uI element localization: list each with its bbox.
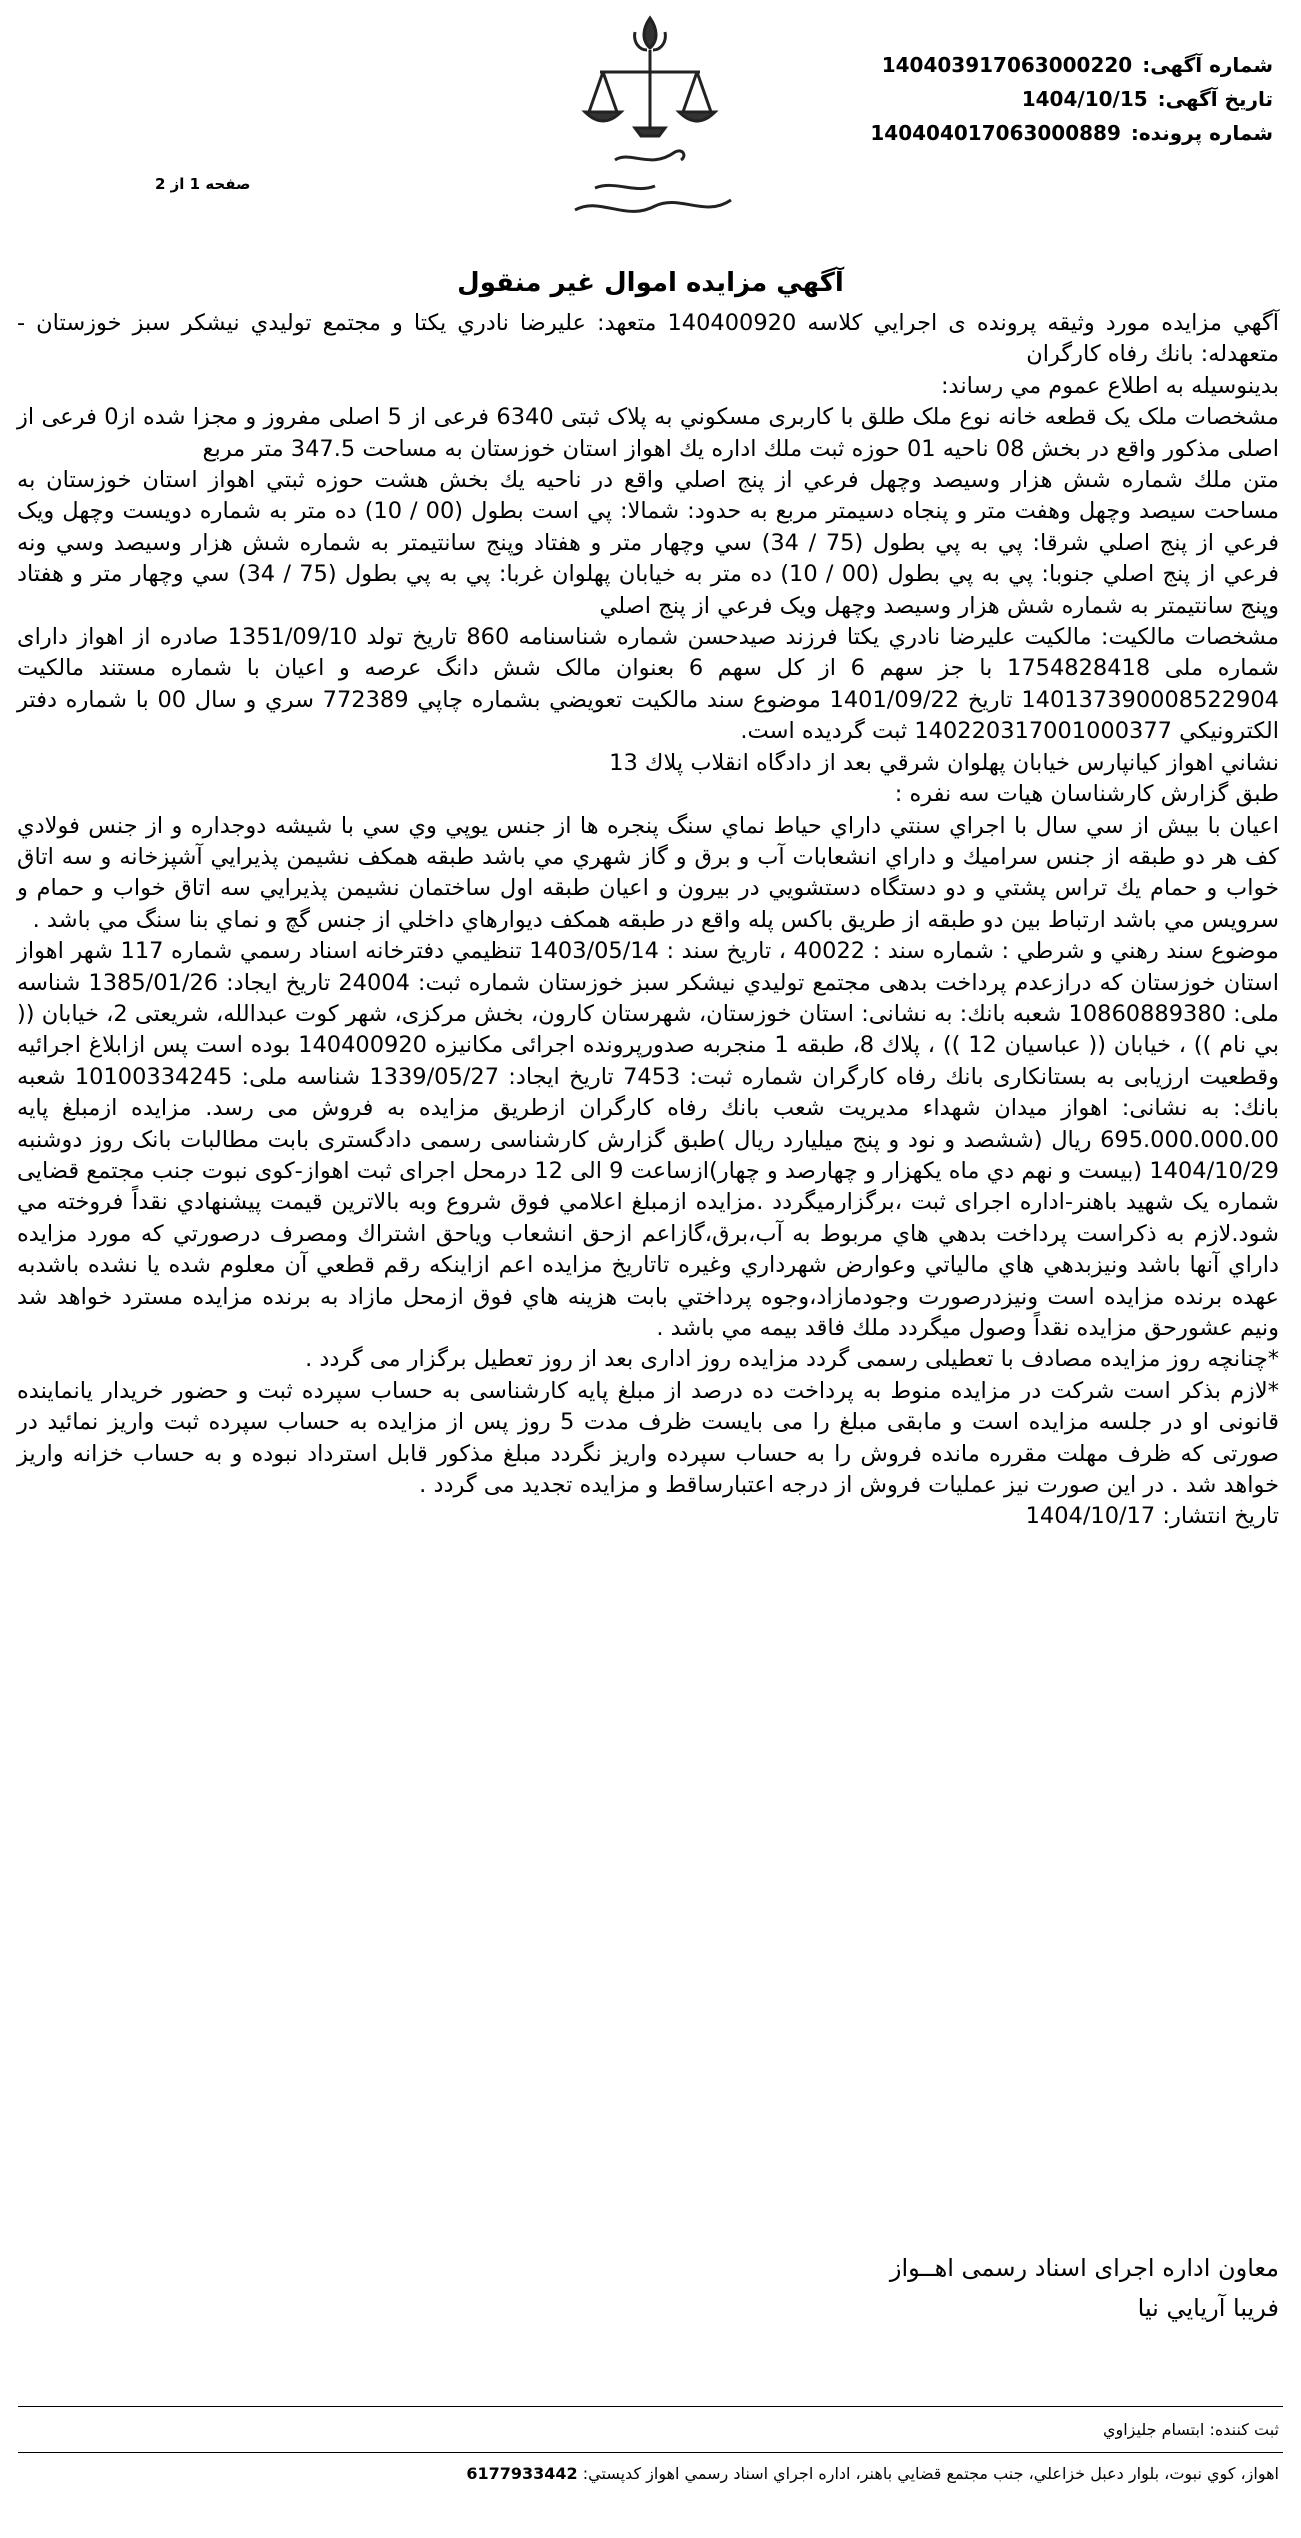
notice-date-row	[713, 82, 1273, 116]
expert-report-heading: طبق گزارش كارشناسان هيات سه نفره :	[894, 781, 1279, 808]
publication-date: تاريخ انتشار: 1404/10/17	[1025, 1503, 1279, 1530]
signatory-title: معاون اداره اجرای اسناد رسمی اهــواز	[889, 2254, 1279, 2282]
notice-body	[17, 308, 1279, 1533]
notice-meta	[713, 48, 1273, 150]
notice-date-label: تاریخ آگهی:	[1157, 87, 1273, 111]
building-description-paragraph: اعيان با بيش از سي سال با اجراي سنتي داراي حياط نماي سنگ پنجره ها از جنس يوپي وي سي با شيشه دوجداره و از جنس فولادي كف هر دو طبقه از جنس سراميك و داراي انشعابات آب و برق و گاز شهري مي باشد طبقه همكف نشيمن پذيرايي آشپزخانه و سه اتاق خواب و حمام يك تراس پشتي و دو دستگاه دستشويي در بيرون و اعيان طبقه اول ساختمان نشيمن پذيرايي سه اتاق خواب و حمام و سرويس مي باشد ارتباط بين دو طبقه از طريق باكس پله واقع در طبقه همكف ديوارهاي داخلي از جنس گچ و نماي بنا سنگ مي باشد .	[17, 812, 1279, 933]
registrar-line	[1103, 2420, 1279, 2439]
notice-date: 1404/10/15	[1021, 87, 1148, 111]
notice-number-row	[713, 48, 1273, 82]
holiday-note: *چنانچه روز مزایده مصادف با تعطیلی رسمی گردد مزایده روز اداری بعد از روز تعطیل برگزار می گردد .	[305, 1346, 1279, 1373]
address-line: نشاني اهواز كيانپارس خيابان پهلوان شرقي بعد از دادگاه انقلاب پلاك 13	[609, 749, 1279, 776]
file-number-label: شماره پرونده:	[1130, 121, 1273, 145]
postal-code: 6177933442	[466, 2464, 578, 2483]
ownership-paragraph: مشخصات مالکیت: مالكيت عليرضا نادري يكتا فرزند صيدحسن شماره شناسنامه 860 تاريخ تولد 1351/09/10 صادره از اهواز دارای شماره ملی 1754828418 با جز سهم 6 از کل سهم 6 بعنوان مالک شش دانگ عرصه و اعيان با شماره مستند مالکيت 140137390008522904 تاريخ 1401/09/22 موضوع سند مالكيت تعويضي بشماره چاپي 772389 سري و سال 00 با شماره دفتر الكترونيكي 140220317001000377 ثبت گرديده است.	[17, 624, 1280, 745]
signature-block	[890, 2248, 1279, 2328]
deposit-note: *لازم بذکر است شرکت در مزایده منوط به پرداخت ده درصد از مبلغ پایه کارشناسی به حساب سپرده ثبت و حضور خریدار یانماینده قانونی او در جلسه مزایده است و مابقی مبلغ را می بایست ظرف مدت 5 روز پس از مزایده به حساب سپرده ثبت واریز نمائید در صورتی که ظرف مهلت مقرره مانده فروش را به حساب سپرده واریز نگردد مبلغ مذکور قابل استرداد نبوده و به حساب خزانه واریز خواهد شد . در این صورت نیز عملیات فروش از درجه اعتبارساقط و مزایده تجدید می گردد .	[17, 1377, 1280, 1499]
footer-divider-bottom	[18, 2452, 1283, 2453]
property-boundaries-paragraph: متن ملك شماره شش هزار وسيصد وچهل فرعي از پنج اصلي واقع در ناحيه يك بخش هشت حوزه ثبتي اهواز استان خوزستان به مساحت سيصد وچهل وهفت متر و پنجاه دسيمتر مربع به حدود: شمالا: پي است بطول (00 / 10) ده متر به شماره دويست وچهل ويک فرعي از پنج اصلي شرقا: پي به پي بطول (75 / 34) سي وچهار متر و هفتاد وپنج سانتيمتر به شماره شش هزار وسيصد وسي ونه فرعي از پنج اصلي جنوبا: پي به پي بطول (00 / 10) ده متر به خيابان پهلوان غربا: پي به پي بطول (75 / 34) سي وچهار متر و هفتاد وپنج سانتيمتر به شماره شش هزار وسيصد وچهل ويک فرعي از پنج اصلي	[17, 467, 1279, 619]
footer-divider-top	[18, 2406, 1283, 2407]
notice-number-label: شماره آگهی:	[1142, 53, 1273, 77]
file-number: 140404017063000889	[870, 121, 1121, 145]
notice-title: آگهي مزايده اموال غير منقول	[457, 268, 844, 298]
mortgage-auction-paragraph: موضوع سند رهني و شرطي : شماره سند : 40022 ، تاريخ سند : 1403/05/14 تنظيمي دفترخانه اسناد رسمي شماره 117 شهر اهواز استان خوزستان كه درازعدم پرداخت بدهی مجتمع توليدي نيشكر سبز خوزستان شماره ثبت: 24004 تاريخ ايجاد: 1385/01/26 شناسه ملی: 10860889380 شعبه بانك: به نشانی: استان خوزستان، شهرستان کارون، بخش مرکزی، شهر کوت عبدالله، شریعتی 2، خيابان (( بي نام )) ، خيابان (( عباسيان 12 )) ، پلاك 8، طبقه 1 منجربه صدورپرونده اجرائی مکانیزه 140400920 بوده است پس ازابلاغ اجرائيه وقطعيت ارزيابی به بستانکاری بانك رفاه كارگران شماره ثبت: 7453 تاريخ ايجاد: 1339/05/27 شناسه ملی: 10100334245 شعبه بانك: به نشانی: اهواز ميدان شهداء مديريت شعب بانك رفاه كارگران ازطريق مزايده به فروش می رسد. مزایده ازمبلغ پایه 695.000.000.00 ريال (ششصد و نود و پنج میلیارد ریال )طبق گزارش کارشناسی رسمی دادگستری بابت مطالبات بانک روز دوشنبه 1404/10/29 (بيست و نهم دي ماه يكهزار و چهارصد و چهار)ازساعت 9 الی 12 درمحل اجرای ثبت اهواز-کوی نبوت جنب مجتمع قضایی شماره یک شهید باهنر-اداره اجرای ثبت ،برگزارمیگردد .مزايده ازمبلغ اعلامي فوق شروع وبه بالاترين قيمت پيشنهادي نقداً فروخته مي شود.لازم به ذكراست پرداخت بدهي هاي مربوط به آب،برق،گازاعم ازحق انشعاب وياحق اشتراك ومصرف درصورتي كه مورد مزايده داراي آنها باشد ونيزبدهي هاي مالياتي وعوارض شهرداري وغيره تاتاريخ مزايده اعم ازاينكه رقم قطعي آن معلوم شده يا نشده باشدبه عهده برنده مزايده است ونيزدرصورت وجودمازاد،وجوه پرداختي بابت هزينه هاي فوق ازمحل مازاد به برنده مزايده مسترد خواهد شد ونيم عشورحق مزايده نقداً وصول ميگردد ملك فاقد بيمه مي باشد .	[16, 938, 1279, 1341]
footer-address-line	[460, 2464, 1279, 2483]
announcement-line: بدينوسيله به اطلاع عموم مي رساند:	[940, 372, 1279, 399]
footer-address: اهواز، كوي نبوت، بلوار دعبل خزاعلي، جنب مجتمع قضايي باهنر، اداره اجراي اسناد رسمي اهواز كدپستي:	[582, 2464, 1279, 2483]
notice-number: 140403917063000220	[881, 53, 1133, 77]
registrar-name: ابتسام جليزاوي	[1102, 2420, 1205, 2439]
signatory-name: فريبا آريايي نيا	[1137, 2294, 1279, 2322]
property-spec-paragraph: مشخصات ملک یک قطعه خانه نوع ملک طلق با کاربری مسکوني به پلاک ثبتی 6340 فرعی از 5 اصلی مفروز و مجزا شده از0 فرعی از اصلی مذکور واقع در بخش 08 ناحیه 01 حوزه ثبت ملك اداره يك اهواز استان خوزستان به مساحت 347.5 متر مربع	[17, 404, 1279, 462]
registrar-label: ثبت كننده:	[1209, 2420, 1279, 2439]
intro-paragraph: آگهي مزايده مورد وثيقه پرونده ی اجرايي كلاسه 140400920 متعهد: عليرضا نادري يكتا و مجتمع توليدي نيشكر سبز خوزستان - متعهدله: بانك رفاه كارگران	[17, 310, 1279, 368]
page-indicator: صفحه 1 از 2	[155, 175, 251, 193]
file-number-row	[713, 116, 1273, 150]
